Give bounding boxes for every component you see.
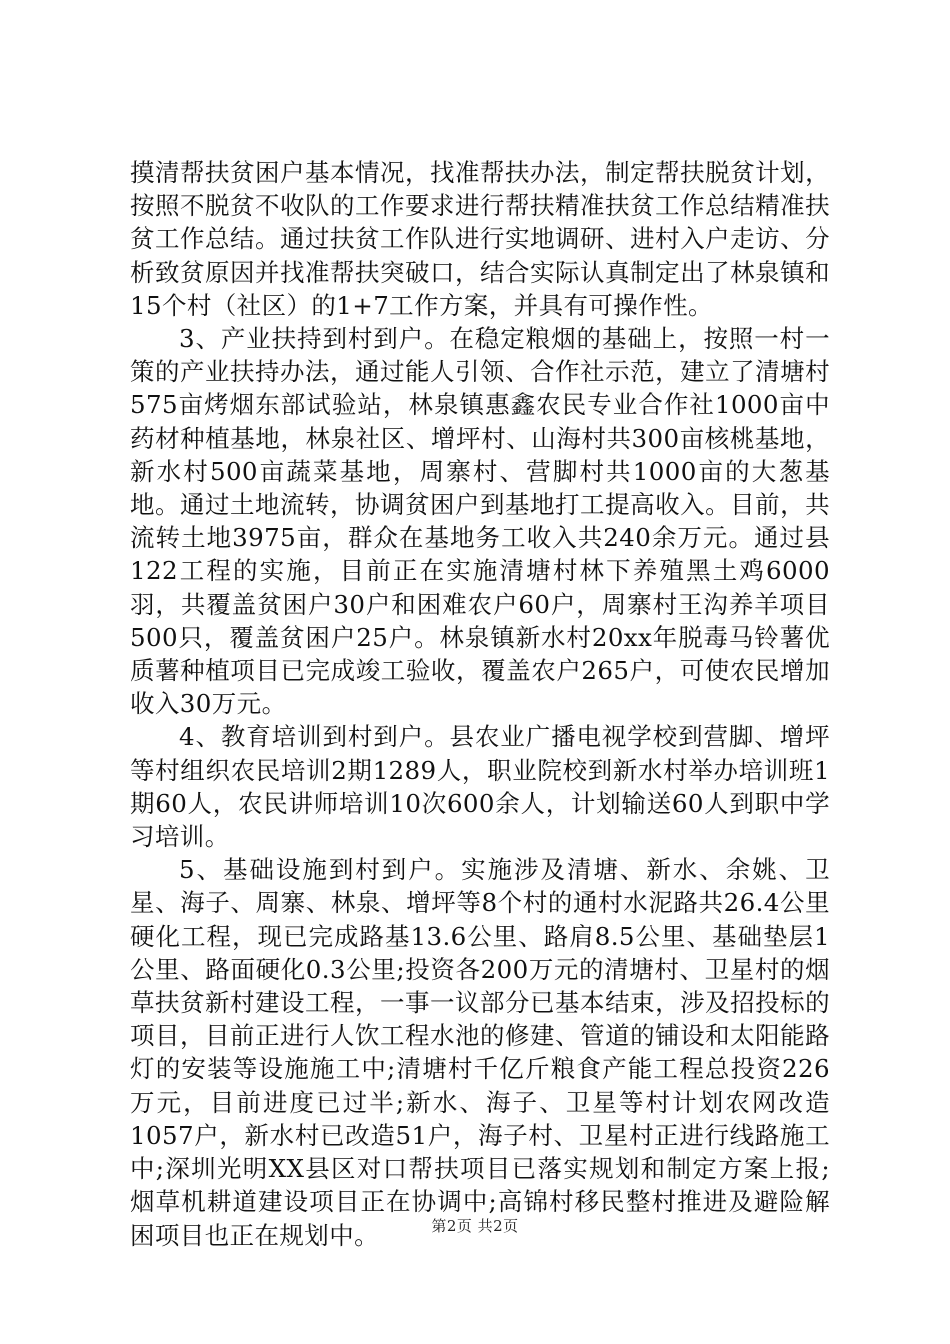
- paragraph-continuation: 摸清帮扶贫困户基本情况，找准帮扶办法，制定帮扶脱贫计划，按照不脱贫不收队的工作要求进行帮扶精准扶贫工作总结精准扶贫工作总结。通过扶贫工作队进行实地调研、进村入户走访、分析致贫原因并找准帮扶突破口，结合实际认真制定出了林泉镇和15个村（社区）的1+7工作方案，并具有可操作性。: [130, 158, 830, 320]
- document-body: [130, 156, 830, 1252]
- paragraph-infrastructure: 5、基础设施到村到户。实施涉及清塘、新水、余姚、卫星、海子、周寨、林泉、增坪等8个村的通村水泥路共26.4公里硬化工程，现已完成路基13.6公里、路肩8.5公里、基础垫层1公里、路面硬化0.3公里;投资各200万元的清塘村、卫星村的烟草扶贫新村建设工程，一事一议部分已基本结束，涉及招投标的项目，目前正进行人饮工程水池的修建、管道的铺设和太阳能路灯的安装等设施施工中;清塘村千亿斤粮食产能工程总投资226万元，目前进度已过半;新水、海子、卫星等村计划农网改造1057户，新水村已改造51户，海子村、卫星村正进行线路施工中;深圳光明XX县区对口帮扶项目已落实规划和制定方案上报;烟草机耕道建设项目正在协调中;高锦村移民整村推进及避险解困项目也正在规划中。: [130, 855, 830, 1250]
- paragraph-industry-support: 3、产业扶持到村到户。在稳定粮烟的基础上，按照一村一策的产业扶持办法，通过能人引领、合作社示范，建立了清塘村575亩烤烟东部试验站，林泉镇惠鑫农民专业合作社1000亩中药材种植基地，林泉社区、增坪村、山海村共300亩核桃基地，新水村500亩蔬菜基地，周寨村、营脚村共1000亩的大葱基地。通过土地流转，协调贫困户到基地打工提高收入。目前，共流转土地3975亩，群众在基地务工收入共240余万元。通过县122工程的实施，目前正在实施清塘村林下养殖黑土鸡6000羽，共覆盖贫困户30户和困难农户60户，周寨村王沟养羊项目500只，覆盖贫困户25户。林泉镇新水村20xx年脱毒马铃薯优质薯种植项目已完成竣工验收，覆盖农户265户，可使农民增加收入30万元。: [130, 324, 830, 719]
- page-number-footer: 第2页 共2页: [431, 1217, 519, 1235]
- paragraph-education-training: 4、教育培训到村到户。县农业广播电视学校到营脚、增坪等村组织农民培训2期1289人，职业院校到新水村举办培训班1期60人，农民讲师培训10次600余人，计划输送60人到职中学习培训。: [130, 722, 830, 852]
